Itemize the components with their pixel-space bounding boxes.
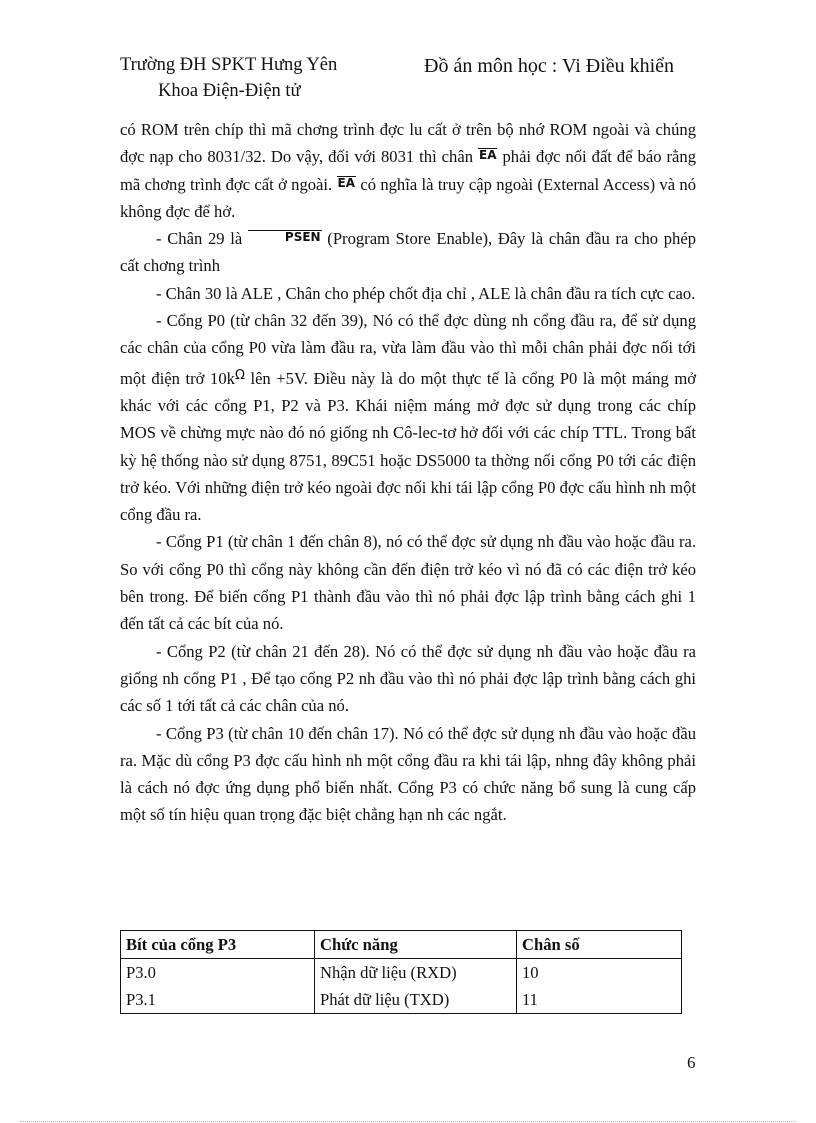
column-header: Chức năng xyxy=(315,931,517,959)
ohm-symbol: Ω xyxy=(234,367,245,383)
table-cell: Phát dữ liệu (TXD) xyxy=(315,986,517,1014)
table-cell: 10 xyxy=(517,959,682,987)
header-left xyxy=(120,52,337,104)
table-row xyxy=(121,986,682,1014)
ea-overline-label: EA xyxy=(337,175,355,190)
paragraph-port-p3: - Cổng P3 (từ chân 10 đến chân 17). Nó có thể đợc sử dụng nh đầu vào hoặc đầu ra. Mặc dù cổng P3 đợc cấu hình nh một cổng đầu ra khi tái lập, nhng đây không phải là cách nó đợc ứng dụng phổ biến nhất. Cổng P3 có chức năng bổ sung là cung cấp một số tín hiệu quan trọng đặc biệt chẳng hạn nh các ngắt. xyxy=(120,723,696,825)
table-cell: P3.1 xyxy=(121,986,315,1014)
psen-overline-label: PSEN xyxy=(248,230,322,243)
page-number: 6 xyxy=(687,1053,696,1072)
paragraph-ale: - Chân 30 là ALE , Chân cho phép chốt địa chỉ , ALE là chân đầu ra tích cực cao. xyxy=(156,283,696,303)
school-name: Trường ĐH SPKT Hưng Yên xyxy=(120,55,338,75)
paragraph-ea: có ROM trên chíp thì mã chơng trình đợc lu cất ở trên bộ nhớ ROM ngoài và chúng đợc nạp cho 8031/32. Do vậy, đối với 8031 thì chân EA phải đợc nối đất để báo rằng mã chơng trình đợc cất ở ngoài. EA có nghĩa là truy cập ngoài (External Access) và nó không đợc để hở. xyxy=(120,120,697,221)
course-title: Đồ án môn học : Vi Điều khiển xyxy=(424,55,675,77)
table-cell: P3.0 xyxy=(121,959,315,987)
body-text xyxy=(120,116,696,829)
paragraph-port-p2: - Cổng P2 (từ chân 21 đến 28). Nó có thể đợc sử dụng nh đầu vào hoặc đầu ra giống nh cổng P1 , Để tạo cổng P2 nh đầu vào thì nó phải đợc lập trình bằng cách ghi các số 1 tới tất cả các chân của nó. xyxy=(120,641,696,716)
table-row xyxy=(121,959,682,987)
faculty-name: Khoa Điện-Điện tử xyxy=(158,81,301,101)
page-bottom-divider xyxy=(20,1121,796,1122)
port-p3-table xyxy=(120,930,682,1014)
table-cell: 11 xyxy=(517,986,682,1014)
paragraph-port-p1: - Cổng P1 (từ chân 1 đến chân 8), nó có thể đợc sử dụng nh đầu vào hoặc đầu ra. So với cổng P0 thì cổng này không cần đến điện trở kéo vì nó đã có các điện trở kéo bên trong. Để biến cổng P1 thành đầu vào thì nó phải đợc lập trình bằng cách ghi 1 đến tất cả các bít của nó. xyxy=(120,532,696,634)
table-header-row xyxy=(121,931,682,959)
paragraph-port-p0: - Cổng P0 (từ chân 32 đến 39), Nó có thể đợc dùng nh cổng đầu ra, để sử dụng các chân của cổng P0 vừa làm đầu ra, vừa làm đầu vào thì mỗi chân phải đợc nối tới một điện trở $10k^\Omega$ lên +5V. Điều này là do một thực tế là cổng P0 là một máng mở khác với các cổng P1, P2 và P3. Khái niệm máng mở đợc sử dụng trong các chíp MOS về chừng mực nào đó nó giống nh Cô-lec-tơ hở đối với các chíp TTL. Trong bất kỳ hệ thống nào sử dụng 8751, 89C51 hoặc DS5000 ta thờng nối cổng P0 tới các điện trở kéo. Với những điện trở kéo ngoài đợc nối khi tái lập cổng P0 đợc cấu hình nh một cổng đầu ra. xyxy=(120,311,696,525)
ea-overline-label: EA xyxy=(479,148,497,163)
paragraph-psen: - Chân 29 là PSEN (Program Store Enable), Đây là chân đầu ra cho phép cất chơng trình xyxy=(120,229,696,276)
column-header: Bít của cổng P3 xyxy=(121,931,315,959)
column-header: Chân số xyxy=(517,931,682,959)
table-cell: Nhận dữ liệu (RXD) xyxy=(315,959,517,987)
